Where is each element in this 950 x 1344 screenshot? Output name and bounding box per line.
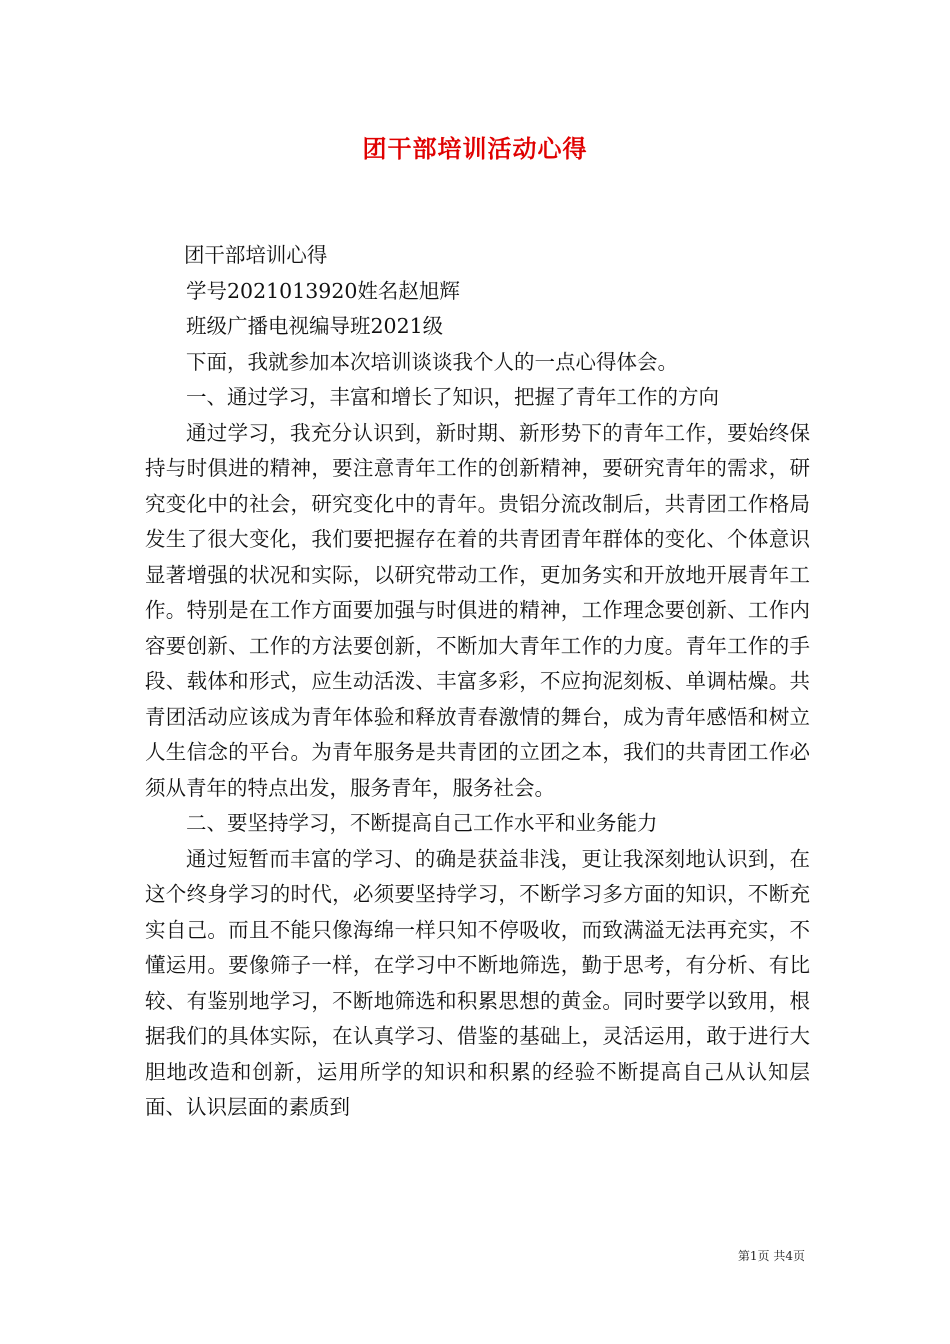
section-heading-2: 二、要坚持学习，不断提高自己工作水平和业务能力 (186, 811, 658, 835)
paragraph-student-id: 学号2021013920姓名赵旭辉 (186, 278, 460, 303)
section-heading-1: 一、通过学习，丰富和增长了知识，把握了青年工作的方向 (186, 385, 719, 409)
page-number: 第1页 共4页 (737, 1249, 805, 1263)
paragraph-class: 班级广播电视编导班2021级 (186, 314, 444, 338)
document-body (145, 238, 810, 1126)
paragraph-section-1: 通过学习，我充分认识到，新时期、新形势下的青年工作，要始终保持与时俱进的精神，要注意青年工作的创新精神，要研究青年的需求，研究变化中的社会，研究变化中的青年。贵铝分流改制后，共青团工作格局发生了很大变化，我们要把握存在着的共青团青年群体的变化、个体意识显著增强的状况和实际，以研究带动工作，更加务实和开放地开展青年工作。特别是在工作方面要加强与时俱进的精神，工作理念要创新、工作内容要创新、工作的方法要创新，不断加大青年工作的力度。青年工作的手段、载体和形式，应生动活泼、丰富多彩，不应拘泥刻板、单调枯燥。共青团活动应该成为青年体验和释放青春激情的舞台，成为青年感悟和树立人生信念的平台。为青年服务是共青团的立团之本，我们的共青团工作必须从青年的特点出发，服务青年，服务社会。 (145, 420, 810, 800)
paragraph-section-2: 通过短暂而丰富的学习、的确是获益非浅，更让我深刻地认识到，在这个终身学习的时代，必须要坚持学习，不断学习多方面的知识，不断充实自己。而且不能只像海绵一样只知不停吸收，而致满溢无法再充实，不懂运用。要像筛子一样，在学习中不断地筛选，勤于思考，有分析、有比较、有鉴别地学习，不断地筛选和积累思想的黄金。同时要学以致用，根据我们的具体实际，在认真学习、借鉴的基础上，灵活运用，敢于进行大胆地改造和创新，运用所学的知识和积累的经验不断提高自己从认知层面、认识层面的素质到 (145, 846, 810, 1119)
paragraph-intro: 下面，我就参加本次培训谈谈我个人的一点心得体会。 (186, 349, 678, 374)
document-title: 团干部培训活动心得 (362, 134, 588, 163)
paragraph-heading: 团干部培训心得 (183, 243, 328, 267)
